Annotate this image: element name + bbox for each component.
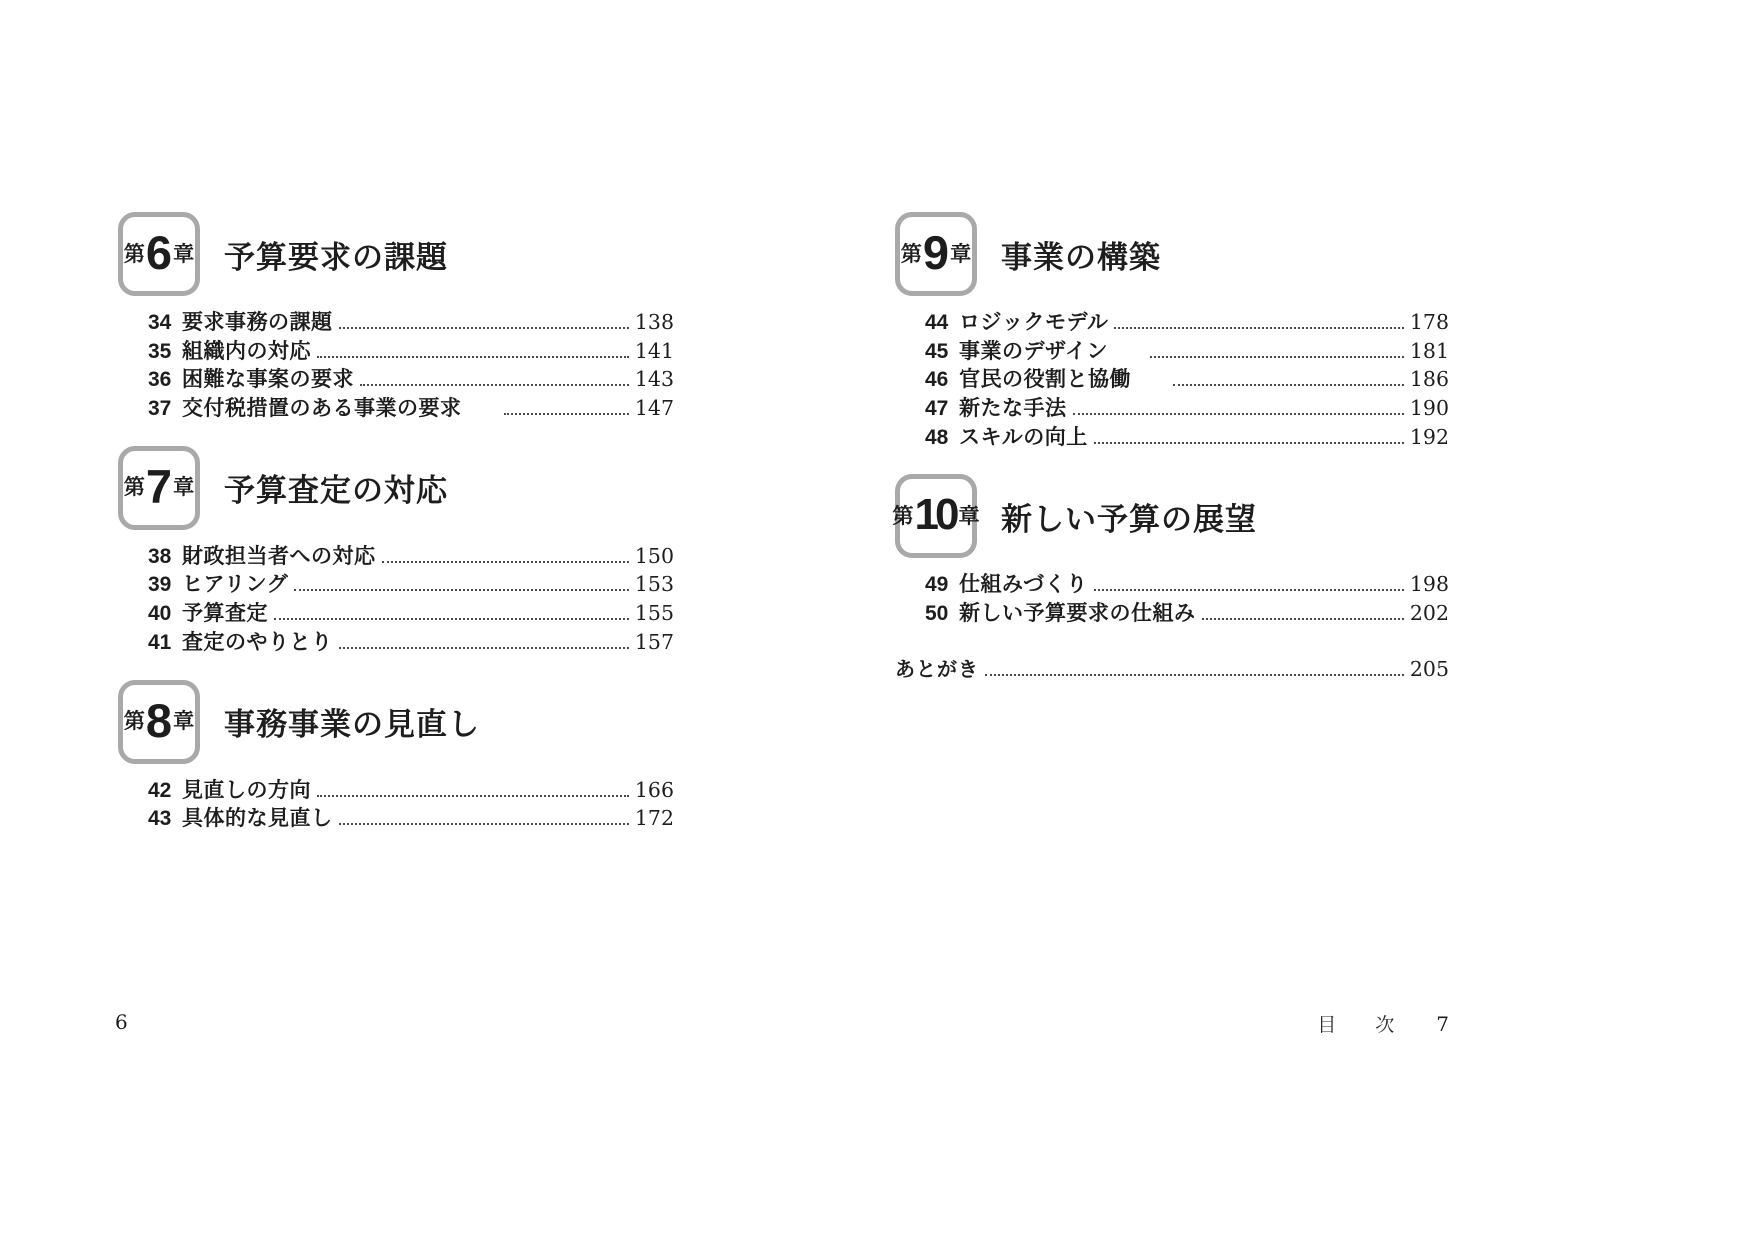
left-page-footer (115, 1010, 128, 1035)
dot-leader (339, 325, 629, 329)
toc-item-title: 交付税措置のある事業の要求 (182, 397, 462, 421)
toc-item-page: 181 (1409, 338, 1449, 363)
toc-item-page: 147 (634, 396, 674, 421)
toc-item-row (148, 363, 674, 392)
chapter-section (118, 446, 674, 655)
toc-item-row (148, 306, 674, 335)
chapter-badge (118, 212, 200, 296)
toc-item-number: 45 (925, 339, 949, 363)
dot-leader (1094, 440, 1404, 444)
toc-item-list (148, 306, 674, 421)
right-page-column (892, 212, 1449, 682)
left-page-column (118, 212, 674, 831)
chapter-title: 新しい予算の展望 (1001, 501, 1257, 537)
toc-item-row (925, 392, 1449, 421)
chapter-prefix: 第 (123, 242, 145, 266)
chapter-suffix: 章 (950, 242, 972, 266)
dot-leader (339, 821, 629, 825)
toc-item-number: 49 (925, 573, 949, 597)
toc-item-list (925, 306, 1449, 449)
chapter-prefix: 第 (123, 710, 145, 733)
toc-item-row (925, 363, 1449, 392)
toc-item-title: 査定のやりとり (182, 630, 333, 654)
chapter-suffix: 章 (173, 476, 195, 500)
toc-item-number: 36 (148, 368, 172, 392)
chapter-suffix: 章 (173, 242, 195, 266)
toc-item-title: 官民の役割と協働 (959, 368, 1131, 392)
toc-item-page: 198 (1409, 572, 1449, 597)
chapter-header (892, 474, 1449, 558)
toc-item-row (148, 568, 674, 597)
chapter-suffix: 章 (958, 504, 980, 528)
chapter-prefix: 第 (892, 504, 914, 528)
toc-item-page: 138 (634, 310, 674, 334)
toc-item-page: 143 (634, 367, 674, 392)
chapter-header (118, 212, 674, 296)
toc-item-number: 48 (925, 425, 949, 449)
dot-leader (360, 382, 629, 386)
toc-item-number: 43 (148, 807, 172, 831)
chapter-badge (892, 474, 980, 558)
right-page-footer (895, 1010, 1449, 1037)
toc-item-page: 150 (634, 543, 674, 568)
toc-item-page: 190 (1409, 396, 1449, 421)
toc-item-page: 155 (634, 601, 674, 626)
chapter-badge (118, 446, 200, 530)
toc-item-title: ヒアリング (182, 573, 289, 597)
toc-extra-page: 205 (1409, 656, 1449, 681)
toc-item-row (925, 568, 1449, 597)
toc-item-number: 44 (925, 311, 949, 334)
toc-item-row (925, 306, 1449, 335)
chapter-header (118, 680, 674, 764)
toc-item-number: 35 (148, 339, 172, 363)
toc-item-title: 仕組みづくり (959, 573, 1088, 597)
toc-item-title: スキルの向上 (959, 425, 1088, 449)
chapter-prefix: 第 (900, 242, 922, 266)
chapter-title: 事業の構築 (1001, 239, 1161, 275)
chapter-number: 6 (145, 226, 173, 279)
toc-item-page: 192 (1409, 424, 1449, 449)
toc-footer-label: 目 次 (1317, 1015, 1405, 1036)
toc-extra-title: あとがき (895, 658, 979, 681)
toc-item-row (925, 597, 1449, 626)
toc-item-number: 39 (148, 573, 172, 597)
chapter-section (118, 680, 674, 831)
toc-item-number: 34 (148, 311, 172, 334)
toc-item-title: 財政担当者への対応 (182, 544, 376, 568)
toc-item-title: 組織内の対応 (182, 339, 311, 363)
toc-item-row (148, 626, 674, 655)
toc-item-title: 予算査定 (182, 602, 268, 626)
dot-leader (317, 793, 629, 797)
chapter-title: 予算査定の対応 (224, 473, 448, 509)
toc-item-page: 141 (634, 338, 674, 363)
dot-leader (1202, 616, 1404, 620)
toc-item-page: 202 (1409, 601, 1449, 626)
right-page-number: 7 (1436, 1012, 1449, 1036)
toc-item-title: 要求事務の課題 (182, 311, 333, 334)
toc-extra-row (895, 653, 1449, 682)
toc-item-row (925, 335, 1449, 364)
dot-leader (1114, 325, 1403, 329)
dot-leader (382, 559, 629, 563)
toc-item-page: 186 (1409, 367, 1449, 392)
toc-item-list (925, 568, 1449, 625)
toc-item-title: 事業のデザイン (959, 339, 1109, 363)
toc-item-row (148, 802, 674, 831)
toc-item-number: 37 (148, 397, 172, 421)
toc-item-page: 166 (634, 777, 674, 802)
dot-leader (1150, 354, 1404, 358)
toc-item-number: 47 (925, 397, 949, 421)
chapter-title: 事務事業の見直し (224, 707, 480, 742)
toc-item-number: 42 (148, 778, 172, 802)
chapter-number: 10 (914, 489, 956, 539)
dot-leader (339, 645, 629, 649)
toc-item-number: 38 (148, 544, 172, 568)
toc-item-row (148, 540, 674, 569)
chapter-number: 8 (145, 693, 173, 747)
chapter-badge (895, 212, 977, 296)
chapter-title: 予算要求の課題 (224, 239, 448, 275)
toc-item-page: 157 (634, 629, 674, 654)
dot-leader (985, 672, 1404, 676)
chapter-number: 7 (145, 459, 173, 513)
chapter-prefix: 第 (123, 476, 145, 500)
toc-item-title: 新たな手法 (959, 397, 1067, 421)
left-page-number: 6 (115, 1010, 128, 1034)
chapter-header (118, 446, 674, 530)
chapter-header (895, 212, 1449, 296)
dot-leader (1173, 382, 1404, 386)
dot-leader (317, 354, 629, 358)
chapter-badge (118, 680, 200, 764)
chapter-section (118, 212, 674, 421)
toc-item-page: 172 (634, 806, 674, 831)
toc-item-page: 178 (1409, 310, 1449, 334)
chapter-section (892, 474, 1449, 626)
toc-item-row (148, 392, 674, 421)
chapter-suffix: 章 (173, 710, 195, 733)
toc-item-title: 具体的な見直し (182, 807, 333, 831)
toc-item-title: 見直しの方向 (182, 778, 311, 802)
dot-leader (1073, 411, 1404, 415)
dot-leader (294, 587, 629, 591)
toc-item-number: 40 (148, 602, 172, 626)
toc-item-number: 50 (925, 602, 949, 626)
toc-item-row (925, 421, 1449, 450)
dot-leader (274, 616, 629, 620)
chapter-number: 9 (922, 226, 950, 279)
toc-item-row (148, 774, 674, 803)
toc-item-number: 41 (148, 630, 172, 654)
toc-item-list (148, 774, 674, 831)
toc-item-page: 153 (634, 572, 674, 597)
toc-item-row (148, 597, 674, 626)
toc-item-title: 困難な事案の要求 (182, 368, 354, 392)
toc-item-number: 46 (925, 368, 949, 392)
toc-item-title: 新しい予算要求の仕組み (959, 602, 1196, 626)
toc-item-list (148, 540, 674, 655)
chapter-section (895, 212, 1449, 449)
dot-leader (504, 411, 629, 415)
toc-item-title: ロジックモデル (959, 311, 1109, 334)
dot-leader (1094, 587, 1404, 591)
toc-item-row (148, 335, 674, 364)
